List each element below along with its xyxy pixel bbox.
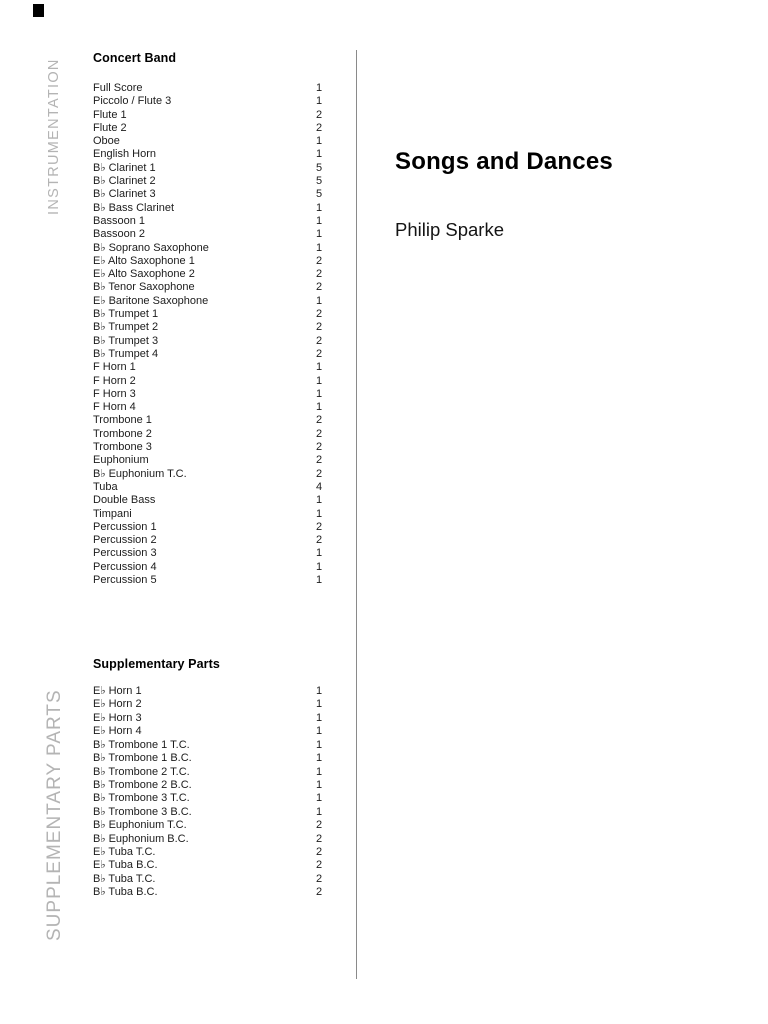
instrument-name: Double Bass [93, 494, 156, 507]
instrument-name: Oboe [93, 135, 120, 148]
instrument-name: Bassoon 1 [93, 214, 145, 227]
instrument-count: 2 [316, 254, 323, 267]
instrument-count: 2 [316, 281, 323, 294]
instrument-row [93, 468, 338, 481]
instrument-count: 2 [316, 832, 323, 845]
instrument-name: B♭ Soprano Saxophone [93, 241, 209, 254]
instrument-row [93, 494, 338, 507]
instrument-count: 1 [316, 752, 323, 765]
instrument-name: B♭ Bass Clarinet [93, 201, 174, 214]
instrument-name: B♭ Clarinet 3 [93, 188, 156, 201]
instrument-name: E♭ Tuba T.C. [93, 846, 156, 859]
instrument-count: 2 [316, 268, 323, 281]
instrument-count: 2 [316, 534, 323, 547]
instrument-row [93, 561, 338, 574]
instrument-row [93, 295, 338, 308]
instrument-row [93, 321, 338, 334]
instrument-row [93, 375, 338, 388]
instrument-count: 1 [316, 294, 323, 307]
instrument-row [93, 441, 338, 454]
instrument-row [93, 308, 338, 321]
instrument-name: Euphonium [93, 454, 149, 467]
instrument-name: E♭ Horn 1 [93, 685, 142, 697]
instrument-row [93, 886, 338, 899]
instrument-row [93, 712, 338, 725]
instrument-count: 1 [316, 95, 323, 108]
instrument-row [93, 833, 338, 846]
instrument-row [93, 534, 338, 547]
instrument-name: E♭ Horn 2 [93, 698, 142, 711]
instrument-count: 2 [316, 441, 323, 454]
instrument-row [93, 82, 338, 95]
instrument-count: 5 [316, 161, 323, 174]
instrument-name: B♭ Euphonium T.C. [93, 819, 187, 832]
instrument-name: B♭ Trombone 2 B.C. [93, 778, 192, 791]
instrument-row [93, 859, 338, 872]
instrument-name: English Horn [93, 148, 156, 161]
instrument-row [93, 508, 338, 521]
instrument-count: 2 [316, 520, 323, 533]
instrument-name: F Horn 1 [93, 361, 136, 374]
work-title: Songs and Dances [395, 148, 613, 175]
instrument-name: Trombone 2 [93, 427, 152, 440]
instrument-count: 5 [316, 188, 323, 201]
sidebar-label-supplementary-parts: SUPPLEMENTARY PARTS [44, 689, 65, 941]
instrument-count: 2 [316, 308, 323, 321]
instrument-name: B♭ Trombone 3 T.C. [93, 792, 190, 805]
instrument-row [93, 414, 338, 427]
instrument-count: 1 [316, 401, 323, 414]
instrument-name: F Horn 2 [93, 374, 136, 387]
instrument-name: Percussion 2 [93, 534, 157, 547]
instrument-row [93, 255, 338, 268]
instrument-name: B♭ Euphonium B.C. [93, 832, 189, 845]
instrument-name: Timpani [93, 507, 132, 520]
instrument-count: 1 [316, 214, 323, 227]
instrument-count: 1 [316, 201, 323, 214]
instrument-row [93, 95, 338, 108]
instrument-count: 1 [316, 738, 323, 751]
instrument-count: 2 [316, 108, 323, 121]
instrument-name: B♭ Trumpet 4 [93, 347, 159, 360]
instrument-count: 1 [316, 148, 323, 161]
corner-mark [33, 4, 44, 17]
instrument-count: 2 [316, 414, 323, 427]
instrument-name: B♭ Euphonium T.C. [93, 467, 187, 480]
instrument-name: B♭ Clarinet 2 [93, 175, 156, 188]
instrument-name: F Horn 3 [93, 387, 136, 400]
instrument-row [93, 685, 338, 698]
instrument-name: E♭ Alto Saxophone 2 [93, 268, 195, 281]
instrument-row [93, 806, 338, 819]
instrument-row [93, 228, 338, 241]
instrument-name: B♭ Trumpet 1 [93, 308, 159, 321]
instrument-row [93, 547, 338, 560]
instrument-name: E♭ Tuba B.C. [93, 859, 158, 872]
composer-name: Philip Sparke [395, 219, 505, 240]
instrument-count: 1 [316, 374, 323, 387]
instrument-row [93, 348, 338, 361]
instrument-count: 1 [316, 507, 323, 520]
instrument-count: 2 [316, 846, 323, 859]
instrument-row [93, 162, 338, 175]
instrument-row [93, 574, 338, 587]
instrument-row [93, 215, 338, 228]
instrument-count: 1 [316, 387, 323, 400]
instrument-row [93, 873, 338, 886]
instrument-count: 2 [316, 819, 323, 832]
instrument-name: B♭ Trombone 1 B.C. [93, 752, 192, 765]
vertical-divider [356, 50, 357, 979]
instrument-count: 1 [316, 778, 323, 791]
instrument-count: 2 [316, 334, 323, 347]
instrument-name: B♭ Trumpet 3 [93, 334, 159, 347]
instrument-count: 1 [316, 792, 323, 805]
instrument-name: Percussion 1 [93, 520, 157, 533]
instrument-row [93, 122, 338, 135]
instrument-row [93, 725, 338, 738]
instrument-row [93, 521, 338, 534]
supplementary-parts-list [93, 685, 338, 900]
instrument-count: 1 [316, 573, 323, 586]
instrument-name: F Horn 4 [93, 401, 136, 414]
instrument-row [93, 175, 338, 188]
instrument-count: 1 [316, 494, 323, 507]
instrument-count: 2 [316, 347, 323, 360]
instrument-row [93, 242, 338, 255]
instrument-count: 2 [316, 859, 323, 872]
instrument-count: 1 [316, 711, 323, 724]
instrument-row [93, 779, 338, 792]
instrument-name: B♭ Clarinet 1 [93, 161, 156, 174]
instrument-name: B♭ Trombone 1 T.C. [93, 738, 190, 751]
instrument-count: 2 [316, 454, 323, 467]
instrument-count: 1 [316, 82, 323, 94]
instrument-row [93, 202, 338, 215]
instrument-count: 2 [316, 467, 323, 480]
instrument-count: 2 [316, 427, 323, 440]
instrument-name: E♭ Horn 3 [93, 711, 142, 724]
instrument-name: B♭ Tuba T.C. [93, 872, 156, 885]
instrument-count: 1 [316, 135, 323, 148]
instrument-row [93, 135, 338, 148]
instrument-count: 1 [316, 241, 323, 254]
instrument-row [93, 428, 338, 441]
instrument-count: 1 [316, 685, 323, 697]
instrument-name: Trombone 1 [93, 414, 152, 427]
instrument-name: B♭ Tuba B.C. [93, 886, 158, 899]
instrument-row [93, 148, 338, 161]
instrument-count: 5 [316, 175, 323, 188]
instrument-name: B♭ Trombone 3 B.C. [93, 805, 192, 818]
instrument-name: E♭ Horn 4 [93, 725, 142, 738]
instrument-row [93, 846, 338, 859]
instrument-row [93, 188, 338, 201]
concert-band-list [93, 82, 338, 587]
instrument-row [93, 766, 338, 779]
instrument-count: 1 [316, 725, 323, 738]
instrument-name: Percussion 3 [93, 547, 157, 560]
instrument-name: E♭ Baritone Saxophone [93, 294, 209, 307]
instrument-row [93, 454, 338, 467]
concert-band-heading: Concert Band [93, 51, 177, 65]
instrument-count: 2 [316, 321, 323, 334]
instrument-name: Percussion 4 [93, 560, 157, 573]
instrument-name: B♭ Tenor Saxophone [93, 281, 195, 294]
instrument-name: Tuba [93, 480, 118, 493]
instrument-name: Full Score [93, 82, 143, 94]
instrument-name: Bassoon 2 [93, 228, 145, 241]
instrument-count: 1 [316, 560, 323, 573]
instrument-count: 2 [316, 872, 323, 885]
instrument-row [93, 268, 338, 281]
instrument-name: B♭ Trumpet 2 [93, 321, 159, 334]
instrument-row [93, 739, 338, 752]
instrument-row [93, 388, 338, 401]
instrument-row [93, 335, 338, 348]
instrument-name: Trombone 3 [93, 441, 152, 454]
instrument-row [93, 481, 338, 494]
instrument-name: Flute 1 [93, 108, 127, 121]
instrument-count: 1 [316, 698, 323, 711]
instrument-name: E♭ Alto Saxophone 1 [93, 254, 195, 267]
instrument-count: 2 [316, 121, 323, 134]
supplementary-parts-heading: Supplementary Parts [93, 657, 220, 671]
instrument-row [93, 752, 338, 765]
instrument-name: Flute 2 [93, 121, 127, 134]
instrument-row [93, 281, 338, 294]
instrument-row [93, 109, 338, 122]
sidebar-label-instrumentation: INSTRUMENTATION [46, 58, 62, 215]
instrument-row [93, 698, 338, 711]
instrument-name: Piccolo / Flute 3 [93, 95, 172, 108]
instrument-count: 1 [316, 765, 323, 778]
instrument-count: 1 [316, 361, 323, 374]
instrument-row [93, 361, 338, 374]
instrument-count: 2 [316, 886, 323, 899]
instrument-row [93, 401, 338, 414]
instrument-name: Percussion 5 [93, 573, 157, 586]
instrument-name: B♭ Trombone 2 T.C. [93, 765, 190, 778]
instrument-row [93, 792, 338, 805]
instrument-count: 4 [316, 480, 323, 493]
instrument-count: 1 [316, 547, 323, 560]
instrument-row [93, 819, 338, 832]
instrument-count: 1 [316, 805, 323, 818]
instrument-count: 1 [316, 228, 323, 241]
